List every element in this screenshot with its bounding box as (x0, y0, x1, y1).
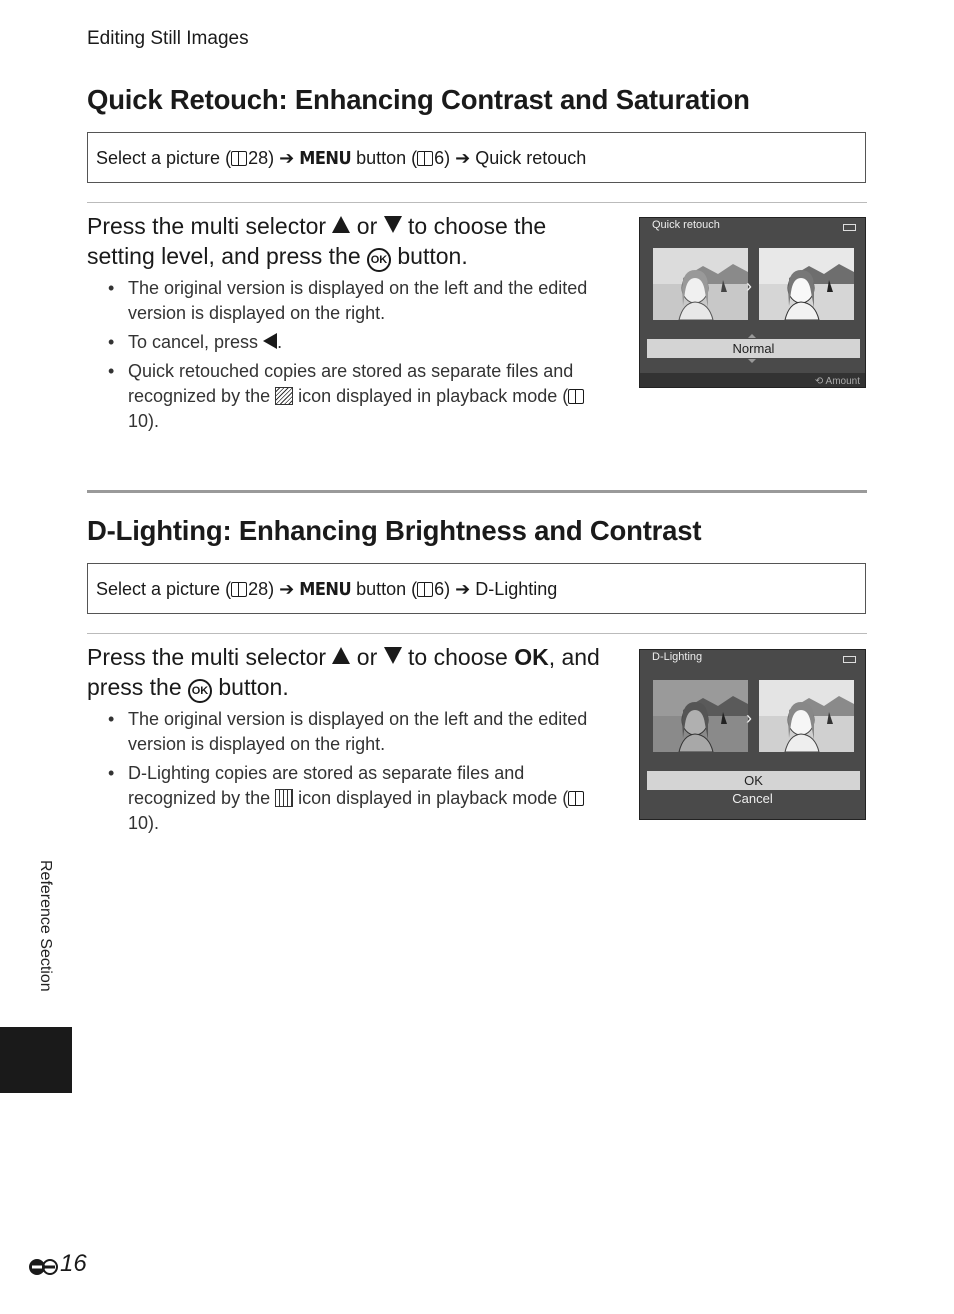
ok-button-icon: OK (367, 248, 391, 272)
battery-icon (843, 224, 856, 231)
screen-title: Quick retouch (652, 219, 720, 231)
book-icon (417, 151, 433, 166)
level-down-indicator (748, 359, 756, 363)
section-divider (87, 490, 867, 493)
menu-button-glyph: MENU (299, 148, 352, 169)
arrow-right-icon: ➔ (279, 579, 295, 599)
battery-icon (843, 656, 856, 663)
list-item: • The original version is displayed on the left and the edited version is displayed on the right. (128, 276, 610, 326)
book-icon (231, 582, 247, 597)
menu-option-cancel: Cancel (732, 791, 773, 806)
level-up-indicator (748, 334, 756, 338)
down-arrow-icon (384, 647, 402, 664)
book-icon (568, 791, 584, 806)
up-arrow-icon (332, 647, 350, 664)
camera-screen-quick-retouch (639, 217, 866, 388)
down-arrow-icon (384, 216, 402, 233)
section-heading-d-lighting: D-Lighting: Enhancing Brightness and Contrast (87, 515, 702, 546)
bullet-list-quick-retouch (128, 276, 610, 438)
instruction-d-lighting: Press the multi selector or to choose OK, and press the OK button. (87, 642, 607, 703)
level-selector: Normal (647, 339, 860, 358)
ok-button-icon: OK (188, 679, 212, 703)
arrow-right-icon: ➔ (279, 148, 295, 168)
left-arrow-icon (263, 333, 277, 349)
instruction-quick-retouch: Press the multi selector or to choose the setting level, and press the OK button. (87, 211, 607, 272)
camera-screen-d-lighting (639, 649, 866, 820)
divider (87, 202, 867, 203)
book-icon (231, 151, 247, 166)
menu-option-ok: OK (647, 771, 860, 790)
list-item: • Quick retouched copies are stored as separate files and recognized by the icon displayed in playback mode (10). (128, 359, 610, 434)
screen-title: D-Lighting (652, 651, 703, 663)
arrow-right-icon: ➔ (455, 579, 471, 599)
chevron-right-icon: › (746, 708, 752, 728)
reference-section-icon (28, 1255, 58, 1273)
menu-button-glyph: MENU (299, 579, 352, 600)
page-number: 16 (28, 1250, 87, 1278)
d-lighting-image-thumbnail (759, 680, 854, 752)
original-image-thumbnail (653, 680, 748, 752)
quick-retouch-icon (275, 387, 293, 405)
ok-option-word: OK (514, 644, 549, 670)
section-heading-quick-retouch: Quick Retouch: Enhancing Contrast and Saturation (87, 84, 750, 115)
d-lighting-icon (275, 789, 293, 807)
running-head: Editing Still Images (87, 28, 249, 49)
side-tab-marker (0, 1027, 72, 1093)
dial-icon: ⟲ (814, 376, 826, 387)
list-item: • To cancel, press . (128, 330, 610, 355)
divider (87, 633, 867, 634)
bullet-list-d-lighting (128, 707, 610, 840)
retouched-image-thumbnail (759, 248, 854, 320)
original-image-thumbnail (653, 248, 748, 320)
menu-path-box-d-lighting: Select a picture ( 28) ➔ MENU button ( 6) ➔ D-Lighting (87, 563, 866, 614)
list-item: • D-Lighting copies are stored as separate files and recognized by the icon displayed in playback mode (10). (128, 761, 610, 836)
amount-hint: ⟲ Amount (814, 376, 860, 387)
book-icon (417, 582, 433, 597)
up-arrow-icon (332, 216, 350, 233)
list-item: • The original version is displayed on the left and the edited version is displayed on the right. (128, 707, 610, 757)
chevron-right-icon: › (746, 276, 752, 296)
arrow-right-icon: ➔ (455, 148, 471, 168)
menu-path-box-quick-retouch: Select a picture ( 28) ➔ MENU button ( 6) ➔ Quick retouch (87, 132, 866, 183)
side-tab-label: Reference Section (37, 860, 54, 992)
book-icon (568, 389, 584, 404)
